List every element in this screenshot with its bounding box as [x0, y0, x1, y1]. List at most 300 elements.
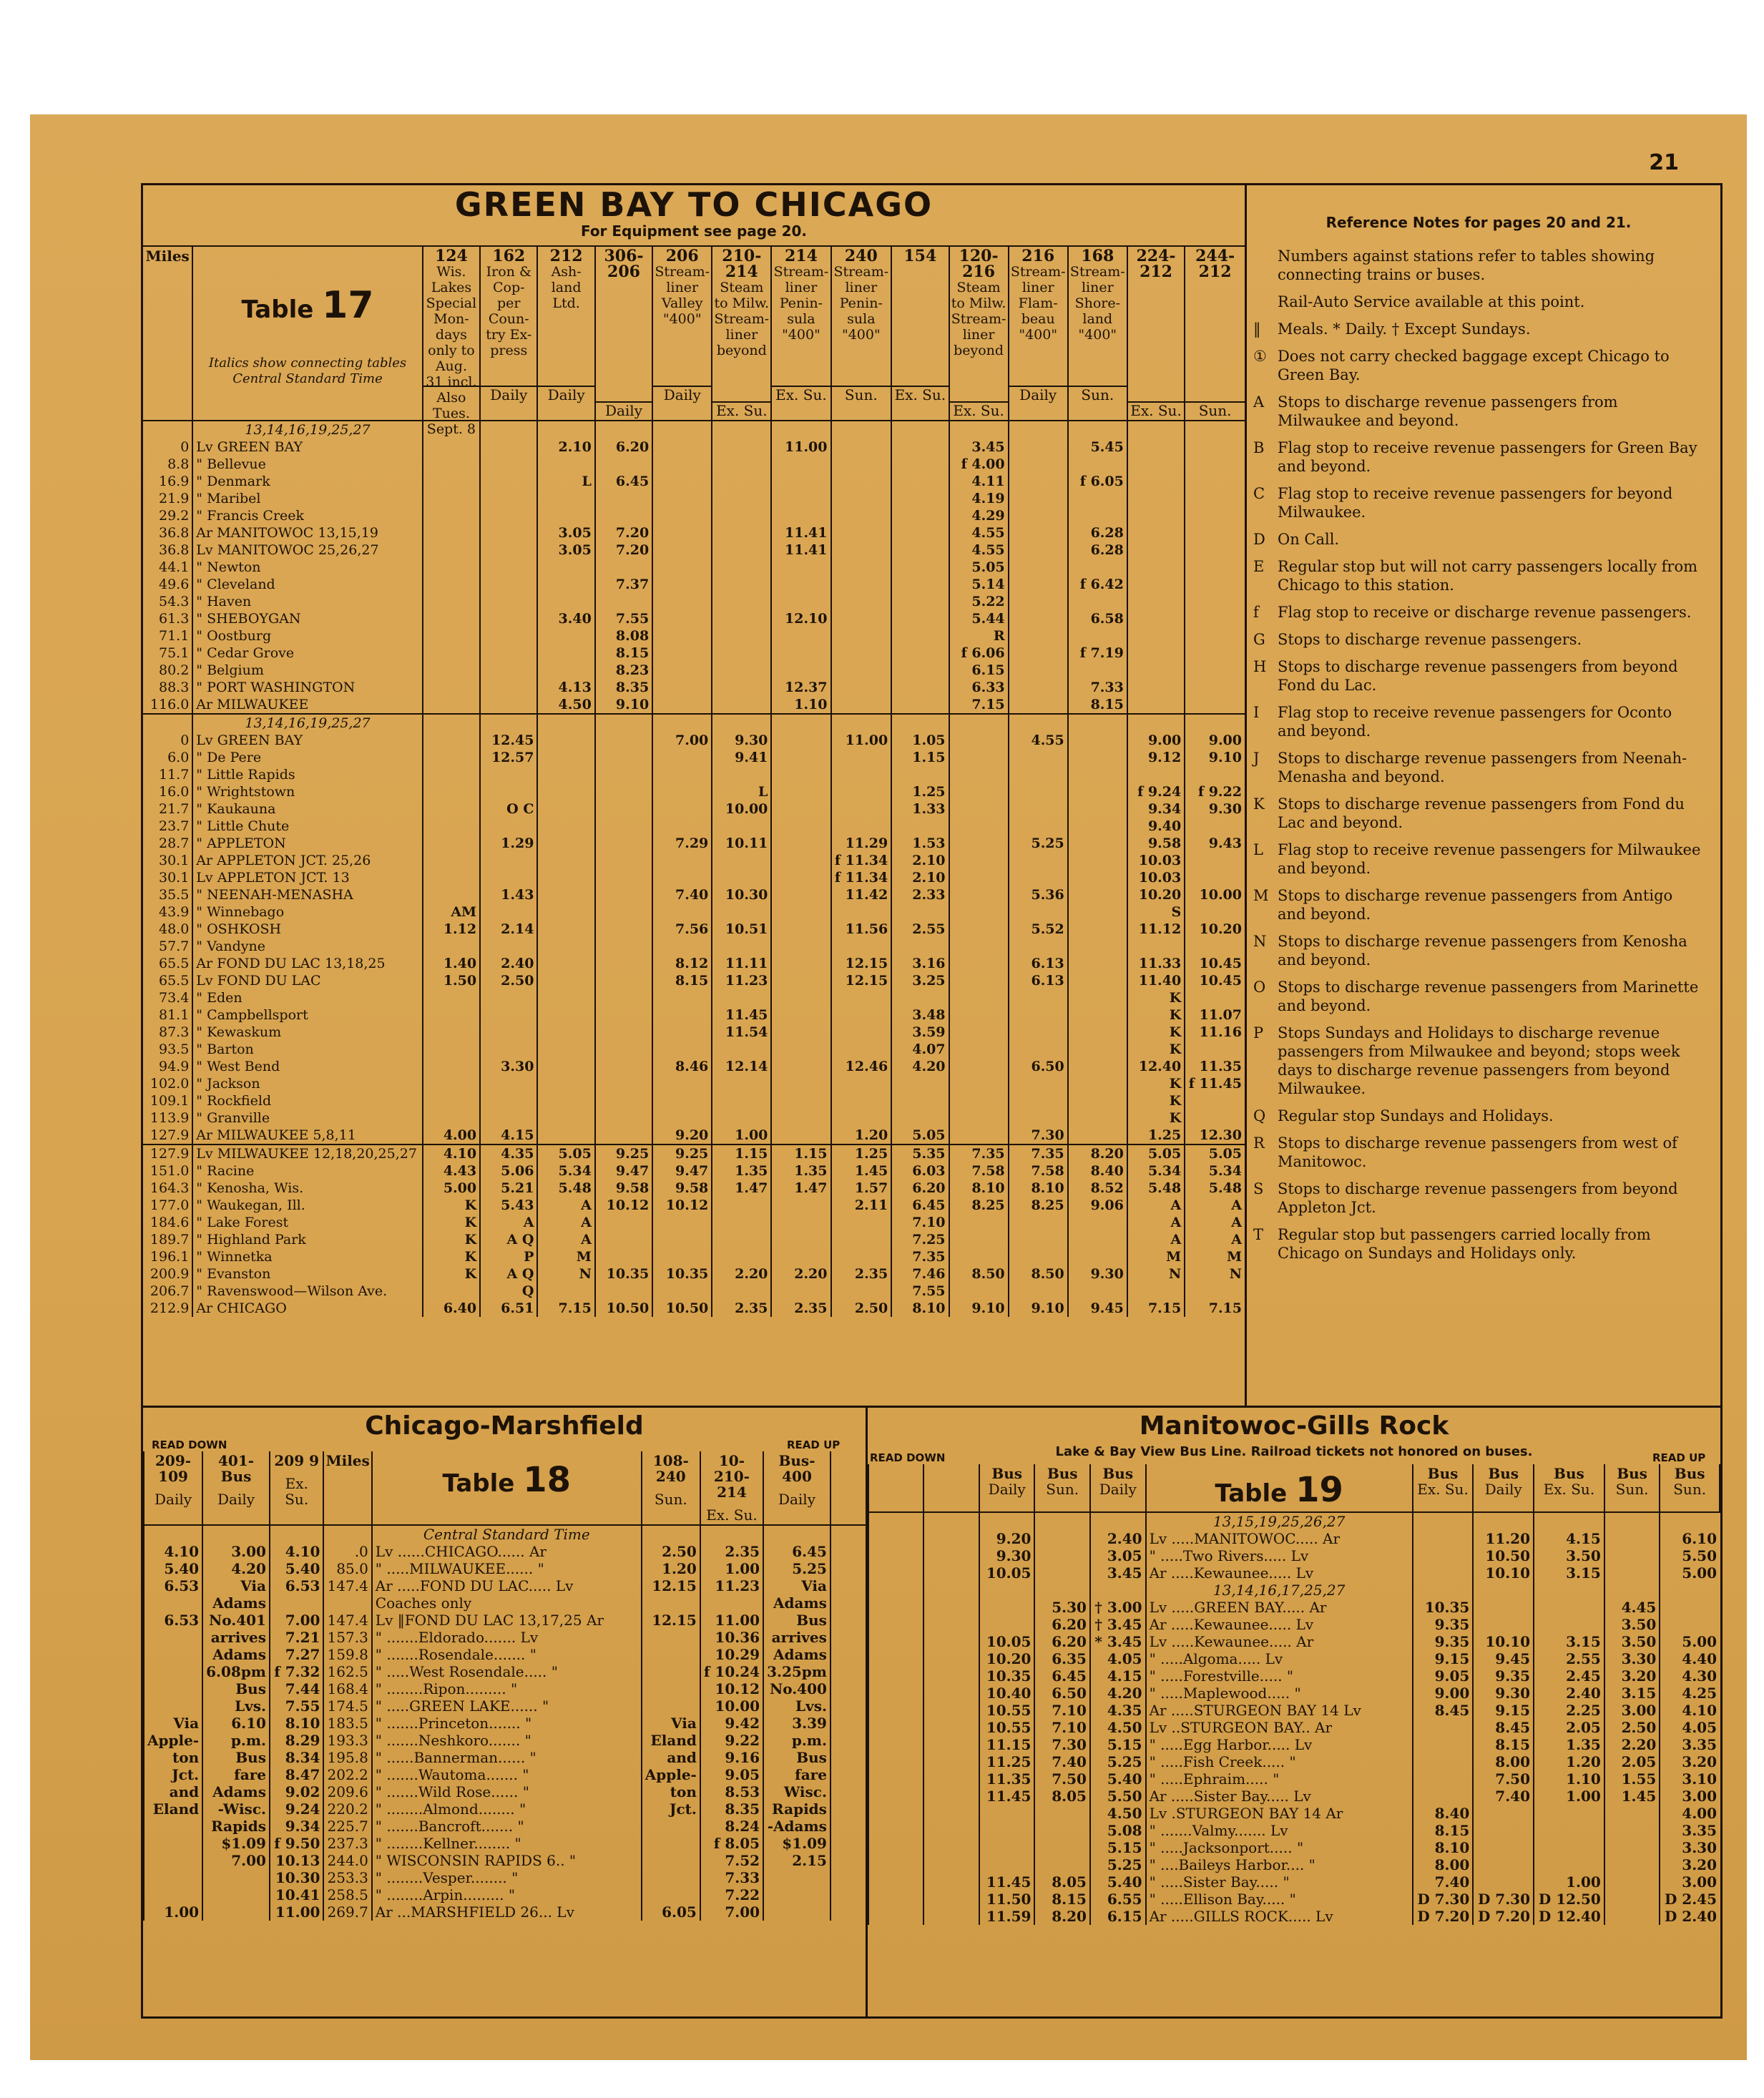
mileage: 195.8 [323, 1749, 371, 1766]
departure-time: K [423, 1214, 480, 1231]
departure-time [652, 852, 712, 869]
time-cell: 8.45 [1413, 1702, 1474, 1719]
departure-time [480, 679, 537, 696]
connection-row [868, 1582, 1720, 1599]
departure-time: 8.12 [652, 955, 712, 972]
bus-column-header [1473, 1464, 1534, 1512]
departure-time: 1.15 [891, 749, 949, 766]
time-cell [1413, 1564, 1474, 1582]
station-name: " PORT WASHINGTON [192, 679, 422, 696]
departure-time [595, 818, 652, 835]
mileage: 164.3 [150, 1180, 190, 1196]
time-cell: Eland [144, 1800, 202, 1818]
time-cell: 5.25 [763, 1560, 830, 1577]
departure-time: 9.10 [949, 1300, 1009, 1317]
t19-read-up: READ UP [1652, 1451, 1706, 1464]
departure-time [771, 749, 830, 766]
departure-time [652, 627, 712, 644]
departure-time [480, 1041, 537, 1058]
departure-time [831, 903, 892, 921]
mileage: 71.1 [158, 628, 190, 644]
station-name: " Campbellsport [192, 1006, 422, 1024]
time-cell: 4.40 [1660, 1650, 1720, 1667]
departure-time [537, 852, 594, 869]
departure-time: 11.23 [712, 972, 771, 989]
time-cell: 5.40 [1090, 1873, 1146, 1891]
departure-time [480, 490, 537, 507]
departure-time: 10.00 [1185, 886, 1245, 903]
blank [537, 714, 594, 732]
departure-time [712, 473, 771, 490]
timetable-row [143, 1248, 1245, 1265]
departure-time [949, 1058, 1009, 1075]
departure-time [537, 1024, 594, 1041]
timetable-row [143, 593, 1245, 610]
train-number: 214 [784, 247, 818, 265]
departure-time [891, 938, 949, 955]
time-cell: 7.00 [700, 1903, 763, 1921]
departure-time: 8.08 [595, 627, 652, 644]
connection-row [143, 421, 1245, 438]
departure-time: 9.30 [712, 732, 771, 749]
time-cell: 3.45 [1090, 1564, 1146, 1582]
time-cell: 5.25 [1090, 1856, 1146, 1873]
table-18-timetable [143, 1451, 866, 1921]
departure-time [423, 989, 480, 1006]
station-name: " .....Fish Creek..... " [1146, 1753, 1413, 1770]
time-cell: 9.42 [700, 1715, 763, 1732]
time-cell: 3.00 [202, 1543, 270, 1560]
departure-time: 5.14 [949, 576, 1009, 593]
blank [923, 1736, 979, 1753]
departure-time: 8.40 [1068, 1162, 1127, 1180]
departure-time [831, 1092, 892, 1109]
departure-time: 1.29 [480, 835, 537, 852]
station-name: " .......Valmy....... Lv [1146, 1822, 1413, 1839]
departure-time [771, 732, 830, 749]
departure-time: 7.35 [891, 1248, 949, 1265]
train-description: Stream-liner Shore-land "400" [1069, 264, 1125, 343]
train-number: 206 [665, 247, 699, 265]
departure-time [891, 610, 949, 627]
station-name: " .....MILWAUKEE...... " [372, 1560, 642, 1577]
timetable-row [143, 1214, 1245, 1231]
departure-time: K [423, 1248, 480, 1265]
bus-column-header [979, 1464, 1034, 1512]
time-cell: 10.55 [979, 1702, 1034, 1719]
blank [979, 1512, 1034, 1530]
departure-time: 4.20 [891, 1058, 949, 1075]
departure-time: K [1127, 1041, 1185, 1058]
blank [1413, 1512, 1474, 1530]
departure-time [537, 1283, 594, 1300]
departure-time [537, 1092, 594, 1109]
mileage: 61.3 [158, 611, 190, 627]
blank [595, 714, 652, 732]
station-name: " Newton [192, 559, 422, 576]
timetable-row [143, 1109, 1245, 1127]
timetable-row [143, 456, 1245, 473]
departure-time [652, 524, 712, 541]
departure-time: 5.22 [949, 593, 1009, 610]
blank [144, 1525, 202, 1543]
station-header [192, 246, 422, 421]
departure-time [652, 783, 712, 800]
timetable-row [868, 1530, 1720, 1547]
departure-time [771, 1024, 830, 1041]
departure-time [891, 644, 949, 662]
departure-time [1185, 1283, 1245, 1300]
departure-time [1185, 576, 1245, 593]
departure-time: 10.50 [652, 1300, 712, 1317]
timetable-row [144, 1560, 866, 1577]
mileage: 200.9 [150, 1266, 190, 1282]
departure-time [1068, 921, 1127, 938]
time-cell: 12.15 [642, 1577, 700, 1594]
departure-time [423, 749, 480, 766]
departure-time [1127, 679, 1185, 696]
departure-time [771, 1058, 830, 1075]
departure-time [771, 852, 830, 869]
mileage: 49.6 [158, 577, 190, 592]
time-cell [144, 1594, 202, 1612]
note-key: ‖ [1253, 320, 1261, 338]
departure-time: 12.57 [480, 749, 537, 766]
departure-time [1009, 989, 1068, 1006]
time-cell: 10.55 [979, 1719, 1034, 1736]
departure-time [949, 1283, 1009, 1300]
departure-time: N [537, 1265, 594, 1283]
time-cell: 4.10 [270, 1543, 324, 1560]
time-cell: D 7.20 [1413, 1908, 1474, 1925]
departure-time: 7.15 [537, 1300, 594, 1317]
time-cell [1413, 1530, 1474, 1547]
time-cell: 8.53 [700, 1783, 763, 1800]
miles-header: Miles [143, 246, 192, 421]
station-name: " Denmark [192, 473, 422, 490]
departure-time [1009, 559, 1068, 576]
departure-time: 1.00 [712, 1127, 771, 1144]
mileage: 147.4 [323, 1577, 371, 1594]
departure-time [712, 869, 771, 886]
departure-time [595, 490, 652, 507]
departure-time: 7.46 [891, 1265, 949, 1283]
departure-time [595, 1231, 652, 1248]
departure-time [1009, 662, 1068, 679]
blank [830, 1749, 866, 1766]
departure-time [652, 749, 712, 766]
departure-time [771, 644, 830, 662]
mileage: 253.3 [323, 1869, 371, 1886]
departure-time: 2.35 [771, 1300, 830, 1317]
column-number: 108-240 [652, 1452, 689, 1485]
departure-time: 4.13 [537, 679, 594, 696]
timetable-row [143, 800, 1245, 818]
blank [1473, 1582, 1534, 1599]
time-cell: 6.10 [202, 1715, 270, 1732]
timetable-row [868, 1805, 1720, 1822]
departure-time: 6.28 [1068, 541, 1127, 559]
t18-read-down: READ DOWN [152, 1438, 227, 1451]
departure-time [1068, 1109, 1127, 1127]
note-key: J [1253, 750, 1260, 767]
blank [143, 421, 192, 438]
time-cell: 1.20 [1534, 1753, 1604, 1770]
timetable-row [144, 1749, 866, 1766]
departure-time [831, 783, 892, 800]
time-cell: 4.15 [1090, 1667, 1146, 1685]
time-cell: Adams [202, 1783, 270, 1800]
departure-time [771, 835, 830, 852]
departure-time [891, 696, 949, 714]
departure-time [831, 1231, 892, 1248]
blank [712, 714, 771, 732]
departure-time: 11.41 [771, 541, 830, 559]
departure-time [595, 835, 652, 852]
column-number: 401-Bus [218, 1452, 255, 1485]
departure-time [949, 1248, 1009, 1265]
timetable-row [143, 1092, 1245, 1109]
station-name: Ar .....GILLS ROCK..... Lv [1146, 1908, 1413, 1925]
reference-note [1253, 749, 1704, 786]
departure-time [537, 1058, 594, 1075]
departure-time: 11.16 [1185, 1024, 1245, 1041]
time-cell: 4.35 [1090, 1702, 1146, 1719]
timetable-row [143, 1265, 1245, 1283]
time-cell: 3.05 [1090, 1547, 1146, 1564]
departure-time: 5.48 [1127, 1180, 1185, 1197]
note-key: E [1253, 558, 1265, 575]
departure-time [480, 627, 537, 644]
time-cell: 7.50 [1034, 1770, 1089, 1788]
miles-header: Miles [323, 1451, 371, 1525]
timetable-row [143, 903, 1245, 921]
blank [949, 714, 1009, 732]
blank [1473, 1512, 1534, 1530]
mileage: 0 [180, 732, 190, 748]
station-name: " NEENAH-MENASHA [192, 886, 422, 903]
bus-column-header [1413, 1464, 1474, 1512]
departure-time [1185, 610, 1245, 627]
timetable-row [143, 473, 1245, 490]
time-cell: Via [642, 1715, 700, 1732]
blank [868, 1633, 923, 1650]
departure-time: f 6.42 [1068, 576, 1127, 593]
departure-time: A [537, 1231, 594, 1248]
blank [1185, 421, 1245, 438]
departure-time [595, 1041, 652, 1058]
departure-time [537, 989, 594, 1006]
station-name: " ........Ripon......... " [372, 1680, 642, 1697]
time-cell: 7.55 [270, 1697, 324, 1715]
bus-column-header [763, 1451, 830, 1525]
departure-time [1127, 456, 1185, 473]
departure-time: 12.15 [831, 972, 892, 989]
departure-time: 4.50 [537, 696, 594, 714]
column-number: Bus [991, 1465, 1023, 1482]
train-column-header [831, 246, 892, 421]
train-days: Ex. Su. [772, 386, 830, 403]
departure-time [949, 732, 1009, 749]
departure-time [1185, 903, 1245, 921]
mileage: 44.1 [158, 559, 190, 575]
blank [830, 1852, 866, 1869]
departure-time [595, 559, 652, 576]
time-cell: 9.34 [270, 1818, 324, 1835]
blank [1660, 1582, 1720, 1599]
departure-time: 10.35 [595, 1265, 652, 1283]
train-number: 154 [903, 247, 937, 265]
blank [923, 1788, 979, 1805]
departure-time: 10.35 [652, 1265, 712, 1283]
departure-time: 2.10 [891, 852, 949, 869]
departure-time [652, 610, 712, 627]
column-days: Daily [1484, 1481, 1522, 1498]
time-cell: 9.05 [1413, 1667, 1474, 1685]
reference-note [1253, 293, 1704, 311]
blank [868, 1616, 923, 1633]
note-key: C [1253, 485, 1265, 502]
time-cell: f 7.32 [270, 1663, 324, 1680]
departure-time: 8.15 [1068, 696, 1127, 714]
train-days: Ex. Su. [712, 401, 770, 418]
time-cell [700, 1594, 763, 1612]
departure-time: A [1185, 1214, 1245, 1231]
time-cell: Lvs. [763, 1697, 830, 1715]
time-cell: 7.00 [202, 1852, 270, 1869]
station-name: " Francis Creek [192, 507, 422, 524]
departure-time [595, 1283, 652, 1300]
train-column-header [712, 246, 771, 421]
time-cell: 8.45 [1473, 1719, 1534, 1736]
departure-time [891, 989, 949, 1006]
station-name: Ar .....STURGEON BAY 14 Lv [1146, 1702, 1413, 1719]
reference-note [1253, 703, 1704, 740]
departure-time: 10.30 [712, 886, 771, 903]
departure-time [1009, 1231, 1068, 1248]
time-cell [1604, 1547, 1660, 1564]
time-cell: Via [763, 1577, 830, 1594]
departure-time [423, 800, 480, 818]
train-description: Stream-liner Valley "400" [655, 264, 710, 327]
departure-time [1068, 1058, 1127, 1075]
departure-time: 4.00 [423, 1127, 480, 1144]
departure-time [712, 1075, 771, 1092]
timetable-row [143, 1180, 1245, 1197]
blank [270, 1525, 324, 1543]
departure-time [423, 732, 480, 749]
note-text: Stops to discharge revenue passengers. [1278, 631, 1582, 648]
mileage: 87.3 [158, 1024, 190, 1040]
departure-time [891, 576, 949, 593]
time-cell: 1.00 [144, 1903, 202, 1921]
time-cell: 10.30 [270, 1869, 324, 1886]
departure-time: 12.46 [831, 1058, 892, 1075]
blank [830, 1903, 866, 1921]
blank [1534, 1512, 1604, 1530]
departure-time: 9.58 [652, 1180, 712, 1197]
note-key: H [1253, 658, 1267, 675]
timetable-row [868, 1839, 1720, 1856]
blank [1413, 1582, 1474, 1599]
time-cell: 9.15 [1473, 1702, 1534, 1719]
time-cell [1660, 1616, 1720, 1633]
bus-column-header [270, 1451, 324, 1525]
station-name: " .......Princeton....... " [372, 1715, 642, 1732]
time-cell: 11.00 [700, 1612, 763, 1629]
station-name: " ......Bannerman...... " [372, 1749, 642, 1766]
departure-time: 5.25 [1009, 835, 1068, 852]
time-cell: 8.47 [270, 1766, 324, 1783]
note-text: Flag stop to receive revenue passengers for beyond Milwaukee. [1278, 485, 1673, 521]
time-cell: Jct. [144, 1766, 202, 1783]
departure-time [480, 783, 537, 800]
time-cell [1604, 1805, 1660, 1822]
time-cell: 8.05 [1034, 1788, 1089, 1805]
time-cell: 7.10 [1034, 1719, 1089, 1736]
note-key [1253, 247, 1278, 284]
time-cell: 10.40 [979, 1685, 1034, 1702]
table-number: 17 [322, 284, 374, 327]
note-text: Stops to discharge revenue passengers from Neenah-Menasha and beyond. [1278, 750, 1687, 785]
timetable-row [144, 1886, 866, 1903]
departure-time: M [537, 1248, 594, 1265]
time-cell: 6.45 [1034, 1667, 1089, 1685]
departure-time: 4.43 [423, 1162, 480, 1180]
blank [923, 1891, 979, 1908]
departure-time [423, 576, 480, 593]
departure-time [891, 766, 949, 783]
departure-time [652, 473, 712, 490]
time-cell: 7.21 [270, 1629, 324, 1646]
timetable-row [143, 1024, 1245, 1041]
time-cell: D 2.45 [1660, 1891, 1720, 1908]
reference-note [1253, 657, 1704, 695]
column-days: Daily [778, 1491, 816, 1508]
departure-time [831, 1248, 892, 1265]
departure-time: 2.55 [891, 921, 949, 938]
departure-time: S [1127, 903, 1185, 921]
departure-time: 6.28 [1068, 524, 1127, 541]
blank [830, 1869, 866, 1886]
time-cell [144, 1869, 202, 1886]
time-cell: 3.35 [1660, 1822, 1720, 1839]
departure-time: A [1127, 1214, 1185, 1231]
blank [923, 1805, 979, 1822]
blank [923, 1702, 979, 1719]
departure-time [1127, 507, 1185, 524]
timetable-row [868, 1856, 1720, 1873]
mileage: 0 [180, 439, 190, 455]
departure-time [537, 1006, 594, 1024]
time-cell: 7.10 [1034, 1702, 1089, 1719]
departure-time [771, 1006, 830, 1024]
departure-time: 4.11 [949, 473, 1009, 490]
departure-time: f 9.22 [1185, 783, 1245, 800]
time-cell: p.m. [763, 1732, 830, 1749]
note-text: Flag stop to receive revenue passengers for Milwaukee and beyond. [1278, 841, 1701, 877]
departure-time: 12.40 [1127, 1058, 1185, 1075]
station-name: Lv ..STURGEON BAY.. Ar [1146, 1719, 1413, 1736]
departure-time: 11.45 [712, 1006, 771, 1024]
bus-column-header [1660, 1464, 1720, 1512]
mileage: 30.1 [158, 870, 190, 886]
departure-time [652, 1214, 712, 1231]
blank [923, 1667, 979, 1685]
bus-column-header [1034, 1464, 1089, 1512]
departure-time [949, 938, 1009, 955]
blank [830, 1715, 866, 1732]
